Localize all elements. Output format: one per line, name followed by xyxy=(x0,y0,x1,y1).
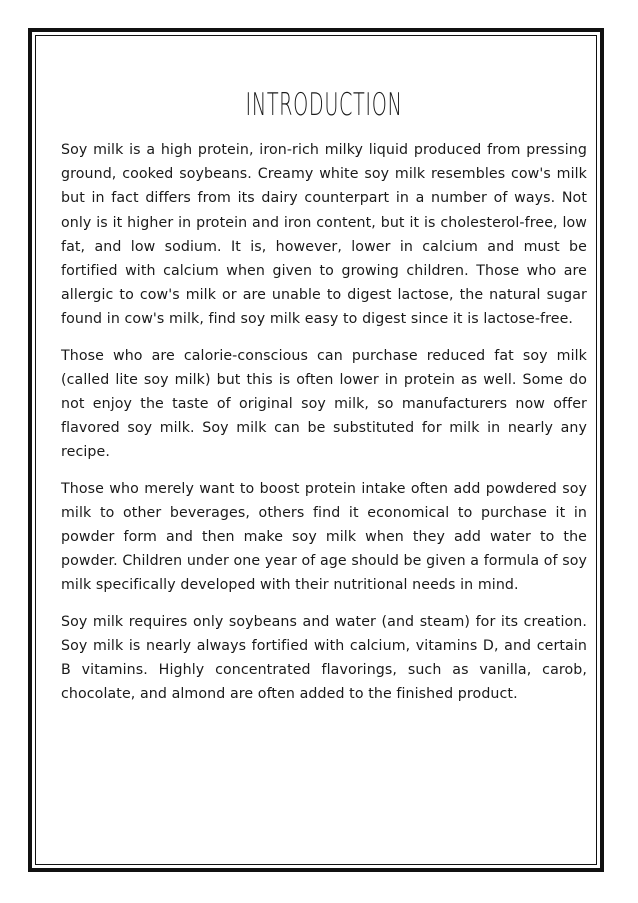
paragraph-3: Those who merely want to boost protein intake often add powdered soy milk to other beverages, others find it economical to purchase it in powder form and then make soy milk when they add water to the powder. Children under one year of age should be given a formula of soy milk specifically developed with their nutritional needs in mind. xyxy=(61,480,587,594)
paragraph-1: Soy milk is a high protein, iron-rich milky liquid produced from pressing ground, cooked soybeans. Creamy white soy milk resembles cow's milk but in fact differs from its dairy counterpart in a number of ways. Not only is it higher in protein and iron content, but it is cholesterol-free, low fat, and low sodium. It is, however, lower in calcium and must be fortified with calcium when given to growing children. Those who are allergic to cow's milk or are unable to digest lactose, the natural sugar found in cow's milk, find soy milk easy to digest since it is lactose-free. xyxy=(61,142,587,328)
paragraph-4: Soy milk requires only soybeans and water (and steam) for its creation. Soy milk is nearly always fortified with calcium, vitamins D, and certain B vitamins. Highly concentrated flavorings, such as vanilla, carob, chocolate, and almond are often added to the finished product. xyxy=(61,613,587,703)
document-title: INTRODUCTION xyxy=(245,87,403,123)
paragraph-2: Those who are calorie-conscious can purchase reduced fat soy milk (called lite soy milk) but this is often lower in protein as well. Some do not enjoy the taste of original soy milk, so manufacturers now offer flavored soy milk. Soy milk can be substituted for milk in nearly any recipe. xyxy=(61,347,587,461)
document-body xyxy=(61,82,587,718)
